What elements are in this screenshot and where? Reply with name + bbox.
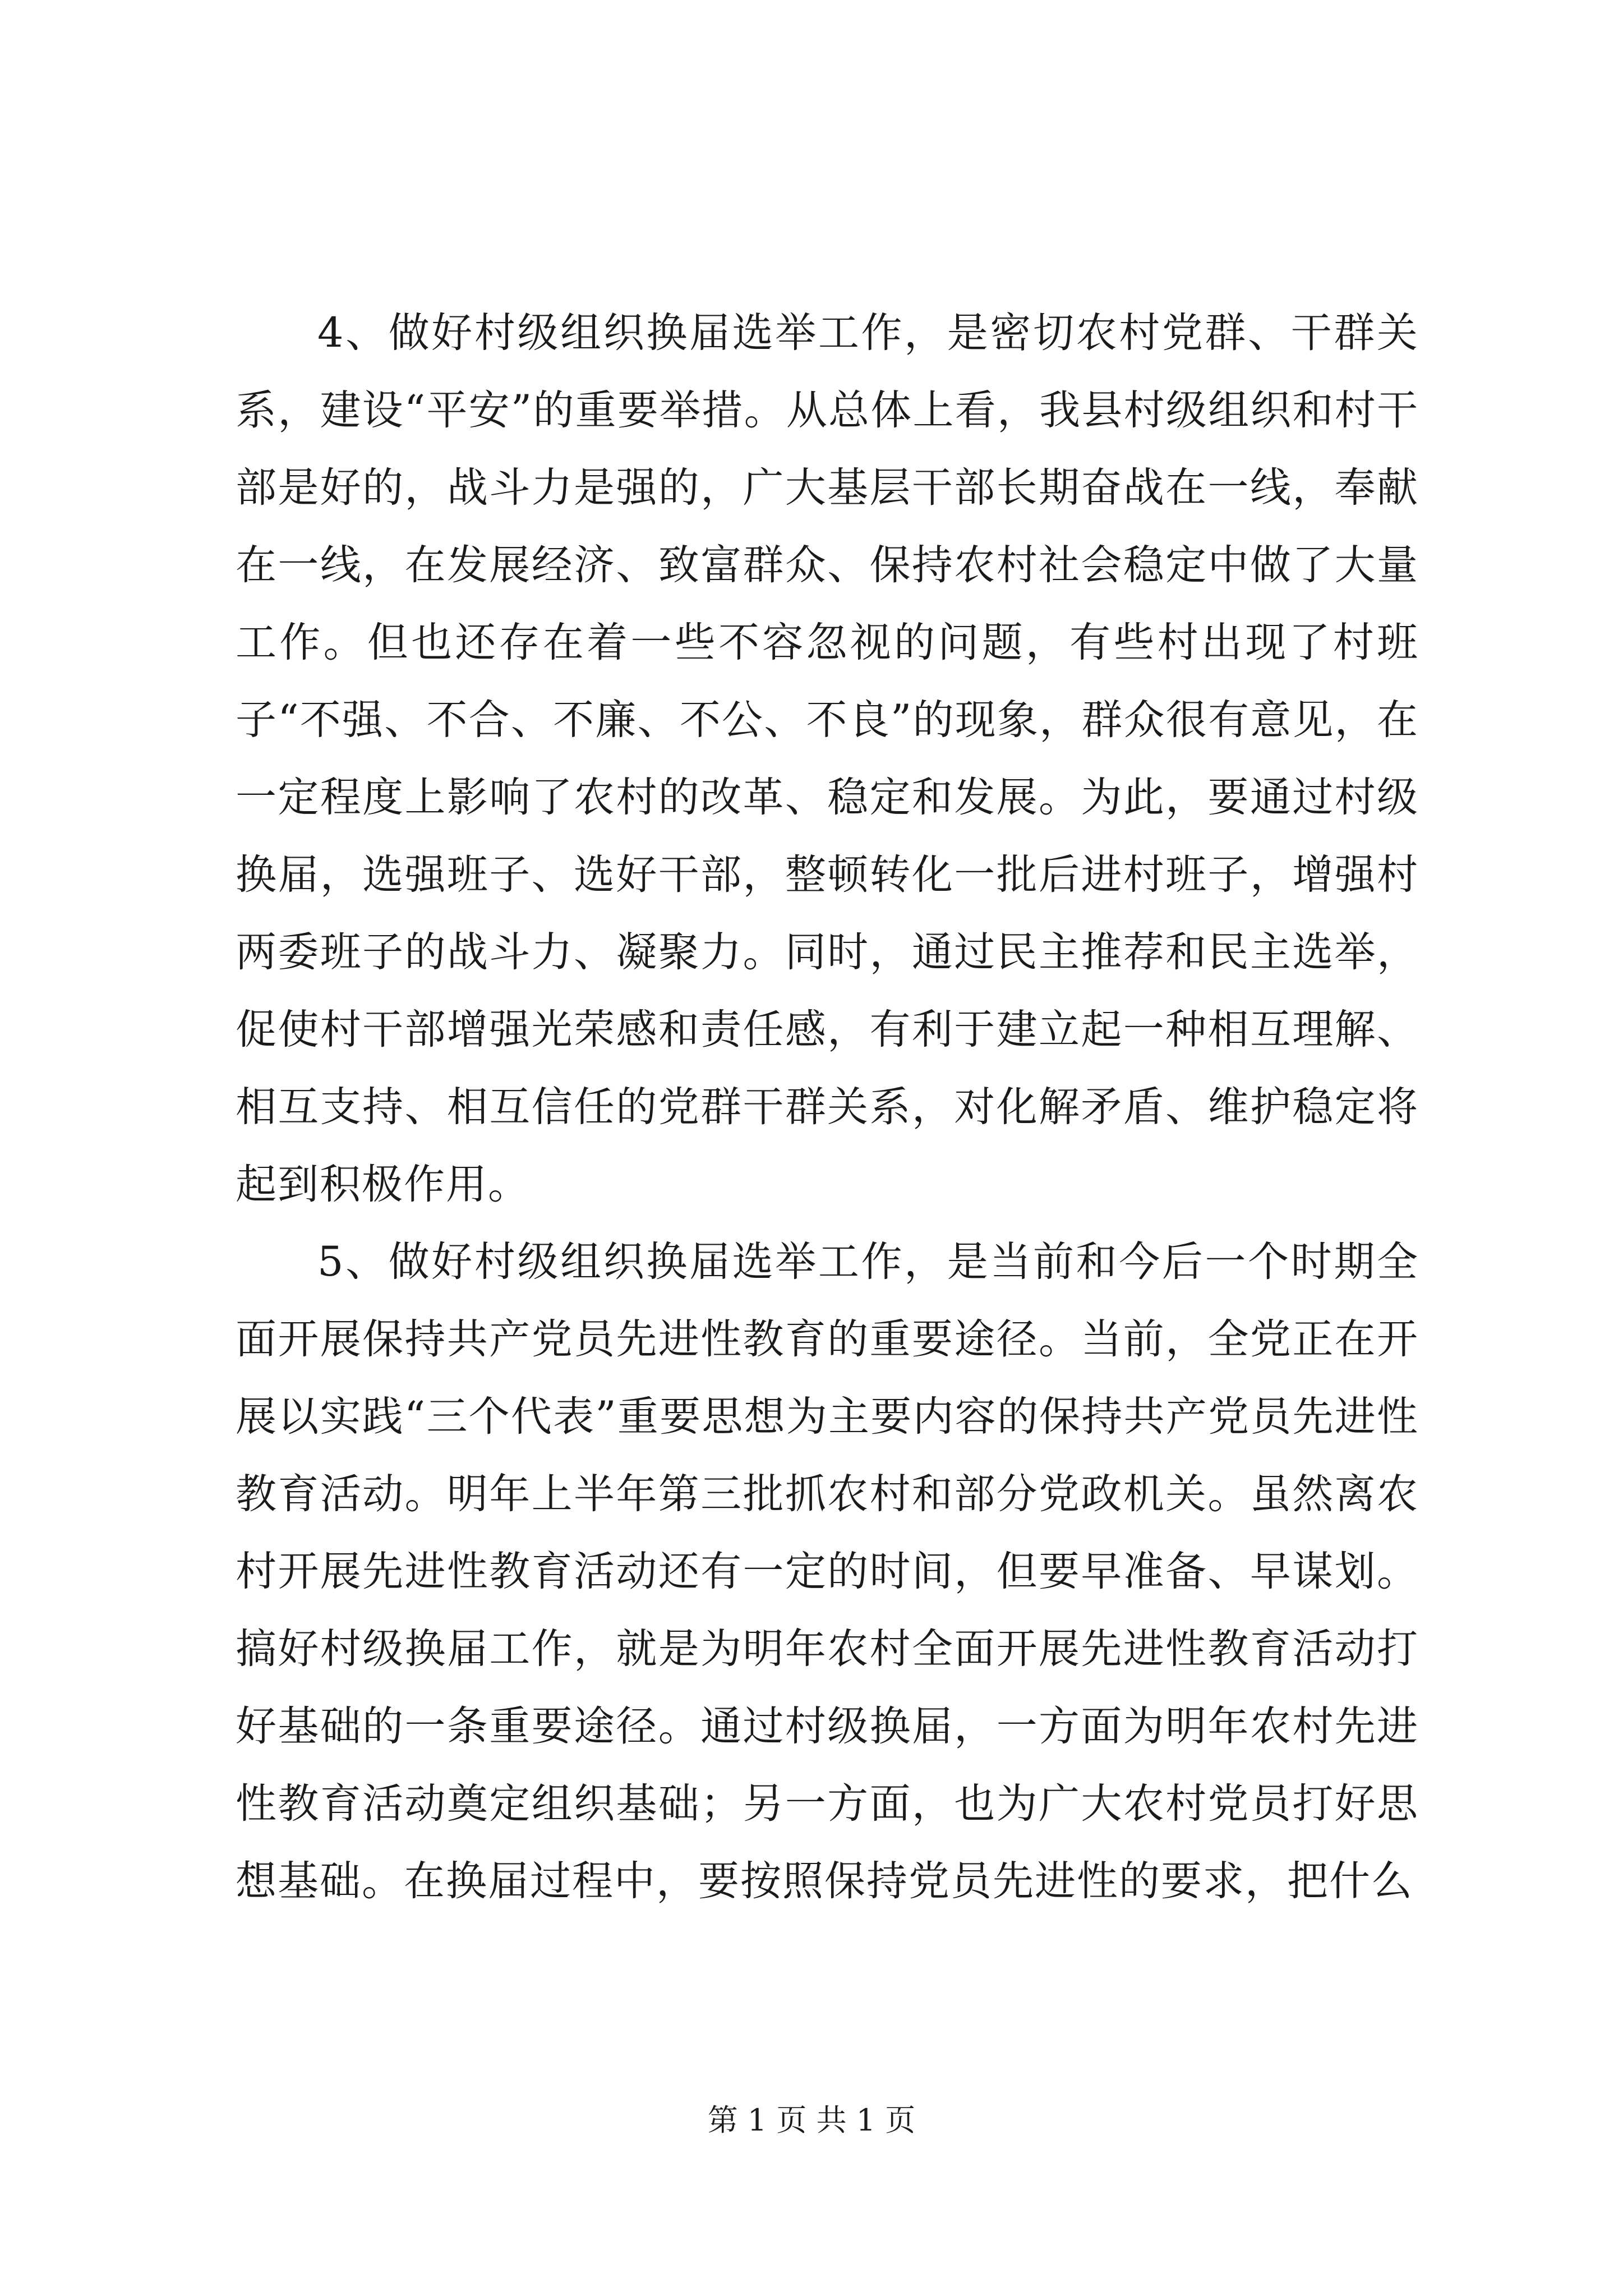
- paragraph-4: 4、做好村级组织换届选举工作，是密切农村党群、干群关系，建设“平安”的重要举措。从总体上看，我县村级组织和村干部是好的，战斗力是强的，广大基层干部长期奋战在一线，奉献在一线，在发展经济、致富群众、保持农村社会稳定中做了大量工作。但也还存在着一些不容忽视的问题，有些村出现了村班子“不强、不合、不廉、不公、不良”的现象，群众很有意见，在一定程度上影响了农村的改革、稳定和发展。为此，要通过村级换届，选强班子、选好干部，整顿转化一批后进村班子，增强村两委班子的战斗力、凝聚力。同时，通过民主推荐和民主选举，促使村干部增强光荣感和责任感，有利于建立起一种相互理解、相互支持、相互信任的党群干群关系，对化解矛盾、维护稳定将起到积极作用。: [236, 309, 1419, 1208]
- document-body: [236, 295, 1419, 1920]
- paragraph-5: 5、做好村级组织换届选举工作，是当前和今后一个时期全面开展保持共产党员先进性教育的重要途径。当前，全党正在开展以实践“三个代表”重要思想为主要内容的保持共产党员先进性教育活动。明年上半年第三批抓农村和部分党政机关。虽然离农村开展先进性教育活动还有一定的时间，但要早准备、早谋划。搞好村级换届工作，就是为明年农村全面开展先进性教育活动打好基础的一条重要途径。通过村级换届，一方面为明年农村先进性教育活动奠定组织基础；另一方面，也为广大农村党员打好思想基础。在换届过程中，要按照保持党员先进性的要求，把什么: [236, 1238, 1419, 1905]
- page-footer: 第 1 页 共 1 页: [707, 2102, 916, 2138]
